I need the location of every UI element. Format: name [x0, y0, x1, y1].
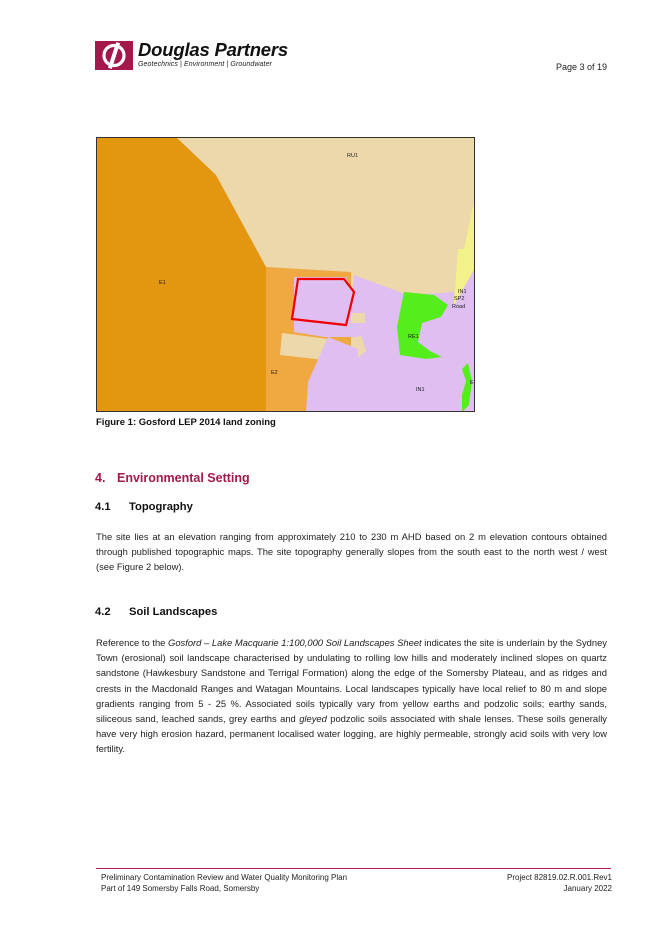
company-tagline: Geotechnics | Environment | Groundwater: [138, 61, 272, 68]
paragraph-text: podzolic soils associated with shale lenses. These soils generally have very high erosion hazard, permanent localised water logging, are highly permeable, strongly acid soils with very low fertility.: [96, 713, 607, 755]
company-name: Douglas Partners: [138, 39, 288, 60]
footer-divider: [96, 868, 611, 869]
emphasis-text: gleyed: [299, 713, 327, 725]
soil-landscapes-paragraph: [96, 635, 607, 757]
paragraph-text: Reference to the: [96, 637, 169, 648]
subsection-title: Topography: [129, 501, 193, 513]
label-in1-small: IN1: [458, 289, 467, 295]
reference-title: Gosford – Lake Macquarie 1:100,000 Soil Landscapes Sheet: [168, 637, 422, 648]
figure-caption: Figure 1: Gosford LEP 2014 land zoning: [96, 417, 276, 428]
label-e-edge: E: [470, 380, 474, 386]
douglas-partners-logo-icon: [95, 41, 133, 70]
paragraph-text: indicates the site is underlain by the Sydney Town (erosional) soil landscape characterised by undulating to rolling low hills and moderately inclined slopes on quartz sandstone (Hawkesbury Sandstone and Terrigal Formation) along the edge of the Somersby Plateau, and as ridges and crests in the Macdonald Ranges and Watagan Mountains. Local landscapes typically have local relief to 80 m and slope gradients ranging from 5 - 25 %. Associated soils typically vary from yellow earths and podzolic soils; earthy sands, siliceous sand, leached sands, grey earths and: [96, 637, 607, 725]
footer-document-title: Preliminary Contamination Review and Water Quality Monitoring Plan: [101, 873, 348, 882]
label-re1: RE1: [408, 334, 419, 340]
subsection-number: 4.2: [95, 606, 111, 618]
subsection-heading-topography: [95, 501, 193, 513]
label-in1: IN1: [416, 387, 425, 393]
zoning-map: [96, 137, 475, 412]
zone-road-strip: [351, 313, 365, 323]
footer-right: [507, 872, 612, 894]
footer-left: [101, 872, 347, 894]
topography-paragraph: The site lies at an elevation ranging from approximately 210 to 230 m AHD based on 2 m elevation contours obtained through published topographic maps. The site topography generally slopes from the south east to the north west / west (see Figure 2 below).: [96, 531, 607, 573]
label-ru1: RU1: [347, 153, 359, 159]
label-sp2: SP2: [454, 296, 465, 302]
page-number: Page 3 of 19: [555, 62, 607, 72]
subsection-title: Soil Landscapes: [129, 606, 218, 618]
section-number: 4.: [95, 471, 106, 485]
section-heading-environmental-setting: [95, 471, 250, 485]
label-road: Road: [452, 304, 466, 310]
footer-project-number: Project 82819.02.R.001.Rev1: [507, 873, 612, 882]
section-title: Environmental Setting: [117, 471, 250, 485]
subsection-number: 4.1: [95, 501, 111, 513]
subsection-heading-soil-landscapes: [95, 606, 217, 618]
footer-date: January 2022: [563, 884, 612, 893]
site-boundary: [292, 279, 354, 325]
company-logo: [95, 41, 315, 71]
label-e2: E2: [271, 370, 278, 376]
footer-site: Part of 149 Somersby Falls Road, Somersby: [101, 884, 260, 893]
label-e1: E1: [159, 280, 166, 286]
